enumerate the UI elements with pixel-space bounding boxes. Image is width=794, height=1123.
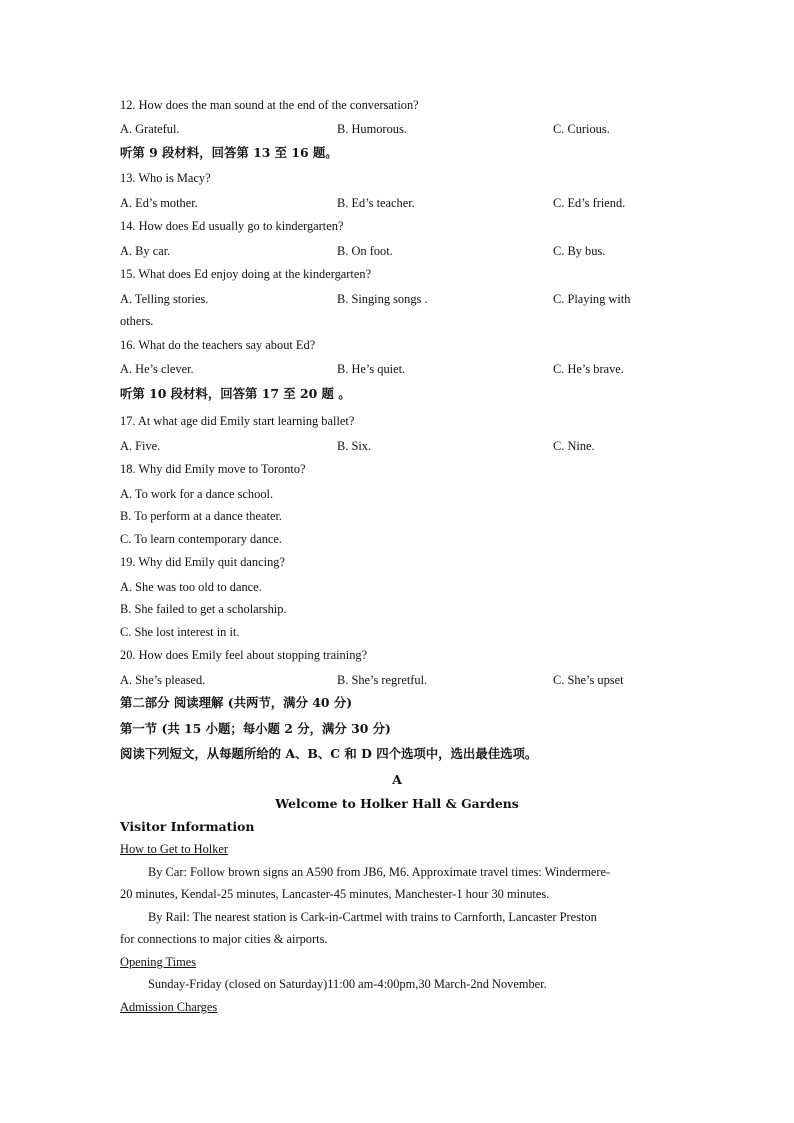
question-13: 13. Who is Macy? — [120, 171, 211, 185]
part-2-heading: 第二部分 阅读理解 (共两节，满分 40 分) — [120, 695, 353, 710]
admission-charges-heading: Admission Charges — [120, 1000, 218, 1014]
question-12: 12. How does the man sound at the end of the conversation? — [120, 98, 419, 112]
q14-option-a: A. By car. — [120, 244, 171, 258]
q17-option-a: A. Five. — [120, 439, 161, 453]
question-20: 20. How does Emily feel about stopping training? — [120, 648, 368, 662]
by-rail-line-2: for connections to major cities & airports. — [120, 932, 328, 946]
q18-option-c: C. To learn contemporary dance. — [120, 532, 282, 546]
question-18: 18. Why did Emily move to Toronto? — [120, 462, 306, 476]
visitor-info-heading: Visitor Information — [120, 819, 255, 834]
section-9-heading: 听第 9 段材料，回答第 13 至 16 题。 — [120, 145, 338, 160]
question-14: 14. How does Ed usually go to kindergarten? — [120, 219, 344, 233]
q19-option-c: C. She lost interest in it. — [120, 625, 240, 639]
q17-option-b: B. Six. — [337, 439, 372, 453]
reading-instruction: 阅读下列短文，从每题所给的 A、B、C 和 D 四个选项中，选出最佳选项。 — [120, 746, 538, 761]
q12-option-c: C. Curious. — [553, 122, 610, 136]
q15-option-b: B. Singing songs . — [337, 292, 428, 306]
q12-option-a: A. Grateful. — [120, 122, 180, 136]
q12-option-b: B. Humorous. — [337, 122, 407, 136]
by-car-line-2: 20 minutes, Kendal-25 minutes, Lancaster-45 minutes, Manchester-1 hour 30 minutes. — [120, 887, 550, 901]
q15-option-c-continued: others. — [120, 314, 154, 328]
q15-option-c: C. Playing with — [553, 292, 631, 306]
q16-option-a: A. He’s clever. — [120, 362, 194, 376]
question-16: 16. What do the teachers say about Ed? — [120, 338, 316, 352]
q20-option-c: C. She’s upset — [553, 673, 624, 687]
q19-option-a: A. She was too old to dance. — [120, 580, 262, 594]
by-rail-line-1: By Rail: The nearest station is Cark-in-Cartmel with trains to Carnforth, Lancaster Preston — [148, 910, 597, 924]
passage-title: Welcome to Holker Hall & Gardens — [275, 796, 519, 811]
q16-option-c: C. He’s brave. — [553, 362, 624, 376]
question-19: 19. Why did Emily quit dancing? — [120, 555, 285, 569]
q19-option-b: B. She failed to get a scholarship. — [120, 602, 287, 616]
opening-times-detail: Sunday-Friday (closed on Saturday)11:00 am-4:00pm,30 March-2nd November. — [148, 977, 547, 991]
opening-times-heading: Opening Times — [120, 955, 197, 969]
q14-option-b: B. On foot. — [337, 244, 393, 258]
q13-option-b: B. Ed’s teacher. — [337, 196, 415, 210]
q14-option-c: C. By bus. — [553, 244, 606, 258]
q17-option-c: C. Nine. — [553, 439, 595, 453]
by-car-line-1: By Car: Follow brown signs an A590 from JB6, M6. Approximate travel times: Windermere- — [148, 865, 611, 879]
q20-option-a: A. She’s pleased. — [120, 673, 206, 687]
q13-option-a: A. Ed’s mother. — [120, 196, 198, 210]
q18-option-a: A. To work for a dance school. — [120, 487, 274, 501]
q18-option-b: B. To perform at a dance theater. — [120, 509, 282, 523]
q13-option-c: C. Ed’s friend. — [553, 196, 626, 210]
q16-option-b: B. He’s quiet. — [337, 362, 406, 376]
question-15: 15. What does Ed enjoy doing at the kindergarten? — [120, 267, 372, 281]
question-17: 17. At what age did Emily start learning ballet? — [120, 414, 355, 428]
section-1-heading: 第一节 (共 15 小题；每小题 2 分，满分 30 分) — [120, 721, 391, 736]
q20-option-b: B. She’s regretful. — [337, 673, 428, 687]
how-to-get-heading: How to Get to Holker — [120, 842, 229, 856]
passage-letter: A — [392, 772, 402, 787]
section-10-heading: 听第 10 段材料，回答第 17 至 20 题 。 — [120, 386, 351, 401]
q15-option-a: A. Telling stories. — [120, 292, 209, 306]
